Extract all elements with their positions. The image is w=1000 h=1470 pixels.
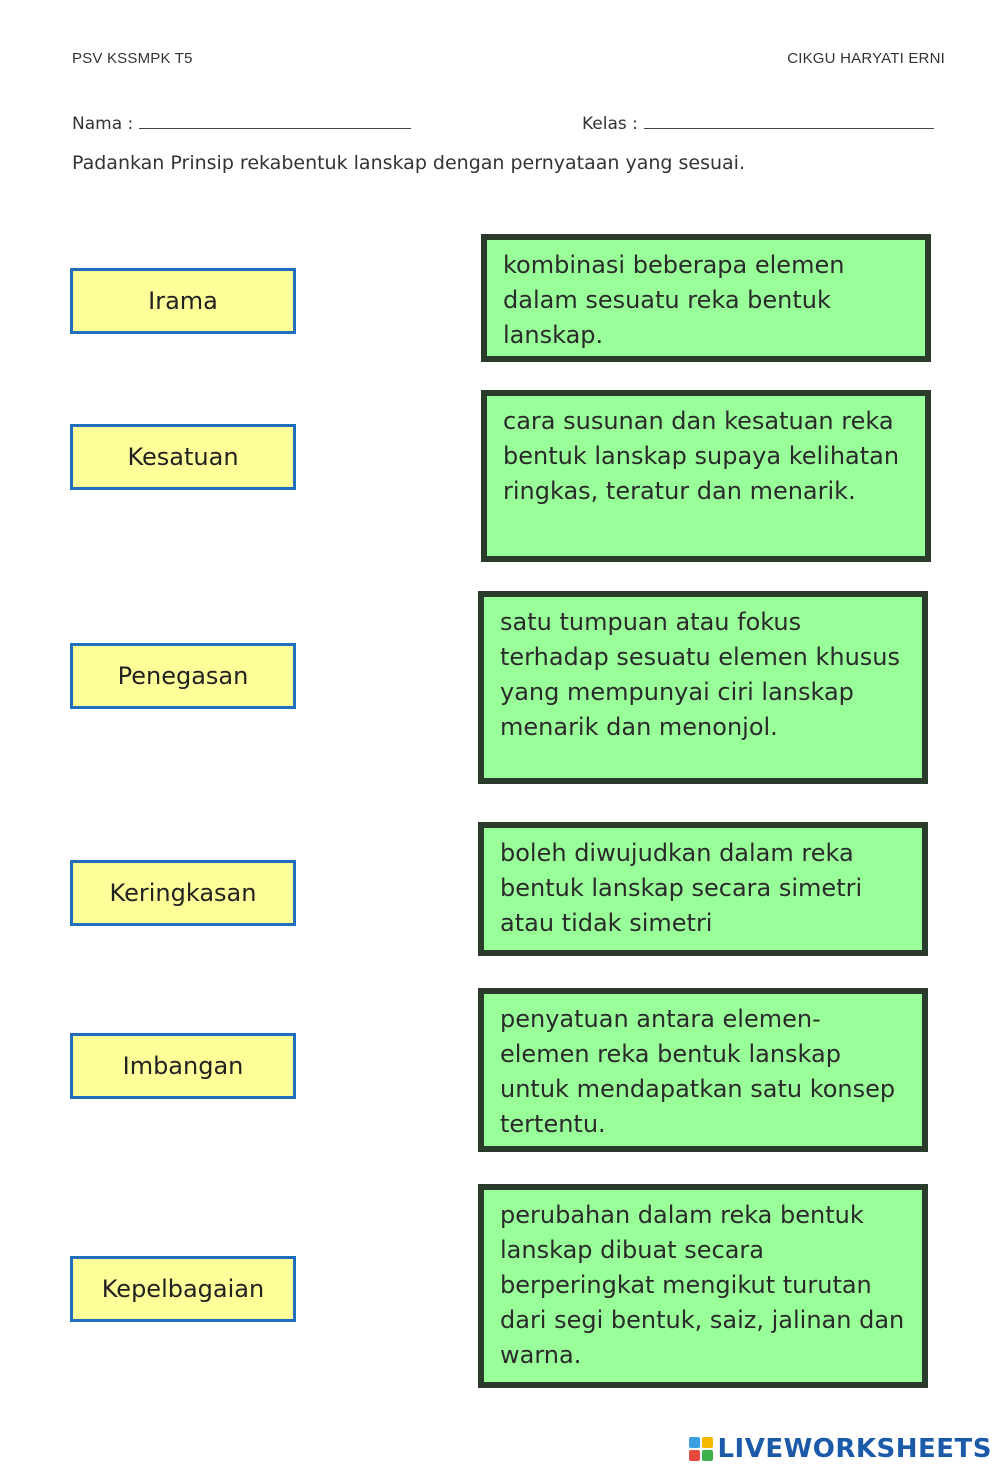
name-field[interactable] [72,114,411,134]
class-label: Kelas : [582,114,638,134]
logo-text: LIVEWORKSHEETS [717,1434,992,1464]
term-card-keringkasan[interactable] [70,860,296,926]
teacher-name: CIKGU HARYATI ERNI [787,50,945,67]
term-card-kepelbagaian[interactable] [70,1256,296,1322]
definition-text: satu tumpuan atau fokus terhadap sesuatu elemen khusus yang mempunyai ciri lanskap menarik dan menonjol. [500,608,901,741]
term-card-penegasan[interactable] [70,643,296,709]
definition-card-3[interactable] [478,591,928,784]
definition-text: cara susunan dan kesatuan reka bentuk lanskap supaya kelihatan ringkas, teratur dan menarik. [503,407,900,505]
term-label: Imbangan [122,1052,244,1080]
definition-text: kombinasi beberapa elemen dalam sesuatu reka bentuk lanskap. [503,251,845,349]
definition-card-2[interactable] [481,390,931,562]
term-label: Kepelbagaian [101,1275,265,1303]
definition-text: penyatuan antara elemen-elemen reka bentuk lanskap untuk mendapatkan satu konsep tertentu. [500,1005,896,1138]
definition-text: perubahan dalam reka bentuk lanskap dibuat secara berperingkat mengikut turutan dari segi bentuk, saiz, jalinan dan warna. [500,1201,905,1369]
definition-card-1[interactable] [481,234,931,362]
term-label: Keringkasan [109,879,257,907]
liveworksheets-logo-icon [689,1437,713,1461]
definition-card-4[interactable] [478,822,928,956]
term-card-kesatuan[interactable] [70,424,296,490]
term-label: Irama [148,287,218,315]
term-label: Penegasan [117,662,249,690]
class-blank-line[interactable] [644,114,934,129]
instruction-text: Padankan Prinsip rekabentuk lanskap dengan pernyataan yang sesuai. [72,152,745,174]
name-label: Nama : [72,114,134,134]
subject-code: PSV KSSMPK T5 [72,50,193,67]
name-blank-line[interactable] [139,114,411,129]
class-field[interactable] [582,114,934,134]
definition-card-6[interactable] [478,1184,928,1388]
term-label: Kesatuan [127,443,239,471]
term-card-irama[interactable] [70,268,296,334]
term-card-imbangan[interactable] [70,1033,296,1099]
definition-card-5[interactable] [478,988,928,1152]
liveworksheets-logo [689,1434,992,1464]
definition-text: boleh diwujudkan dalam reka bentuk lanskap secara simetri atau tidak simetri [500,839,863,937]
